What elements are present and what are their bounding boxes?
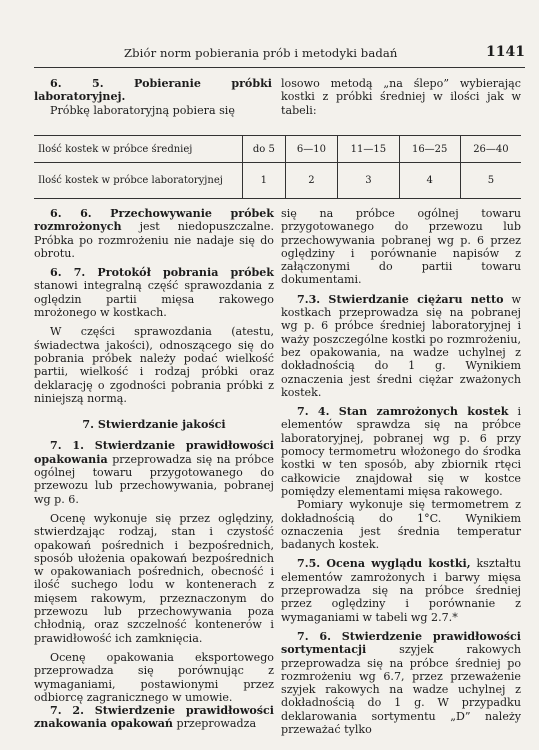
page-header (34, 46, 525, 64)
paragraph-7-5 (281, 557, 521, 623)
table-row-label: Ilość kostek w próbce laboratoryjnej (34, 163, 243, 199)
table-range-cell: 11—15 (338, 136, 399, 163)
paragraph-report: W części sprawozdania (atestu, świadectwa jakości), odnoszącego się do pobrania próbek należy podać wielkość partii, wielkość i rodzaj próbki oraz deklarację o zgodności pobrania próbki z niniejszą normą. (34, 325, 274, 405)
table-value-cell: 1 (243, 163, 286, 199)
table-header-label: Ilość kostek w próbce średniej (34, 136, 243, 163)
table-value-cell: 5 (460, 163, 521, 199)
paragraph-7-4 (281, 405, 521, 498)
sample-size-table (34, 135, 521, 199)
table-range-cell: 6—10 (285, 136, 338, 163)
heading-7-2: 7. 2. Stwierdzenie prawidłowości znakowania opakowań (34, 704, 274, 731)
text-7-4: i elementów sprawdza się na próbce laboratoryjnej, pobranej wg p. 6 przy pomocy termometru włożonego do środka kostki w ten sposób, aby zbiornik rtęci całkowicie znajdował się w kostce pomiędzy elementami mięsa rakowego. (281, 405, 521, 498)
section-7-title: 7. Stwierdzanie jakości (82, 418, 226, 432)
heading-6-7: 6. 7. Protokół pobrania próbek (50, 266, 274, 280)
section-6-5-left (34, 77, 272, 117)
text-6-7: stanowi integralną część sprawozdania z oględzin partii mięsa rakowego mrożonego w kostkach. (34, 279, 274, 320)
heading-6-6: 6. 6. Przechowywanie próbek rozmrożonych (34, 207, 274, 234)
paragraph-measurement: Pomiary wykonuje się termometrem z dokładnością do 1°C. Wynikiem oznaczenia jest średnia temperatur badanych kostek. (281, 498, 521, 552)
heading-7-1: 7. 1. Stwierdzanie prawidłowości opakowania (34, 439, 274, 466)
section-6-5-text-right: losowo metodą „na ślepo” wybierając kostki z próbki średniej w ilości jak w tabeli: (281, 77, 521, 117)
paragraph-7-1 (34, 439, 274, 505)
table-value-row (34, 163, 521, 199)
table-range-cell: 26—40 (460, 136, 521, 163)
text-7-5: kształtu elementów zamrożonych i barwy mięsa przeprowadza się na próbce średniej przez oględziny i porównanie z wymaganiami w tabeli wg 2.7.* (281, 557, 521, 624)
running-title: Zbiór norm pobierania prób i metodyki badań (124, 46, 398, 60)
left-column (34, 207, 274, 731)
paragraph-6-6 (34, 207, 274, 260)
table-value-cell: 3 (338, 163, 399, 199)
text-6-6: jest niedopuszczalne. Próbka po rozmrożeniu nie nadaje się do obrotu. (34, 220, 274, 260)
paragraph-assessment: Ocenę wykonuje się przez oględziny, stwierdzając rodzaj, stan i czystość opakowań pośrednich i bezpośrednich, sposób ułożenia opakowań bezpośrednich w opakowaniach pośrednich, obecność i ilość suchego lodu w kontenerach z mięsem rakowym, przeznaczonym do przewozu lub przechowywania poza chłodnią, oraz szczelność kontenerów i prawidłowość ich zamknięcia. (34, 511, 274, 645)
section-6-5-right (281, 77, 521, 117)
heading-7-6: 7. 6. Stwierdzenie prawidłowości sortymentacji (281, 629, 521, 657)
heading-7-3: 7.3. Stwierdzanie ciężaru netto (297, 292, 504, 306)
table-header-row (34, 136, 521, 163)
text-7-2: przeprowadza (176, 717, 257, 731)
spacer (34, 405, 274, 416)
section-6-5-heading: 6. 5. Pobieranie próbki laboratoryjnej. (34, 77, 272, 104)
paragraph-7-6 (281, 630, 521, 736)
paragraph-7-3 (281, 293, 521, 399)
table-value-cell: 2 (285, 163, 338, 199)
page-number: 1141 (486, 44, 525, 60)
header-rule (34, 67, 525, 68)
text-7-1: przeprowadza się na próbce ogólnej towaru przygotowanego do przewozu lub przechowywania, pobranej wg p. 6. (34, 452, 274, 506)
text-7-3: w kostkach przeprowadza się na pobranej wg p. 6 próbce średniej laboratoryjnej i waży poszczególne kostki po rozmrożeniu, bez opakowania, na wadze uchylnej z dokładnością do 1 g. Wynikiem oznaczenia jest średni ciężar zważonych kostek. (281, 292, 521, 399)
heading-7-5: 7.5. Ocena wyglądu kostki, (297, 557, 471, 571)
paragraph-6-7 (34, 266, 274, 319)
text-7-6: szyjek rakowych przeprowadza się na próbce średniej po rozmrożeniu wg 6.7, przez przeważenie szyjek rakowych na wadze uchylnej z dokładnością do 1 g. W przypadku deklarowania sortymentu „D” należy przeważać tylko (281, 643, 521, 736)
paragraph-continued: się na próbce ogólnej towaru przygotowanego do przewozu lub przechowywania pobranej wg p. 6 przez oględziny i porównanie napisów z załączonymi do partii towaru dokumentami. (281, 207, 521, 287)
section-6-5-text-left: Próbkę laboratoryjną pobiera się (50, 103, 235, 117)
right-column (281, 207, 521, 736)
paragraph-export: Ocenę opakowania eksportowego przeprowadza się porównując z wymaganiami, postawionymi przez odbiorcę zagranicznego w umowie. (34, 650, 274, 704)
table-range-cell: do 5 (243, 136, 286, 163)
table-range-cell: 16—25 (399, 136, 460, 163)
paragraph-7-2 (34, 704, 274, 731)
table-value-cell: 4 (399, 163, 460, 199)
heading-7-4: 7. 4. Stan zamrożonych kostek (297, 405, 509, 419)
